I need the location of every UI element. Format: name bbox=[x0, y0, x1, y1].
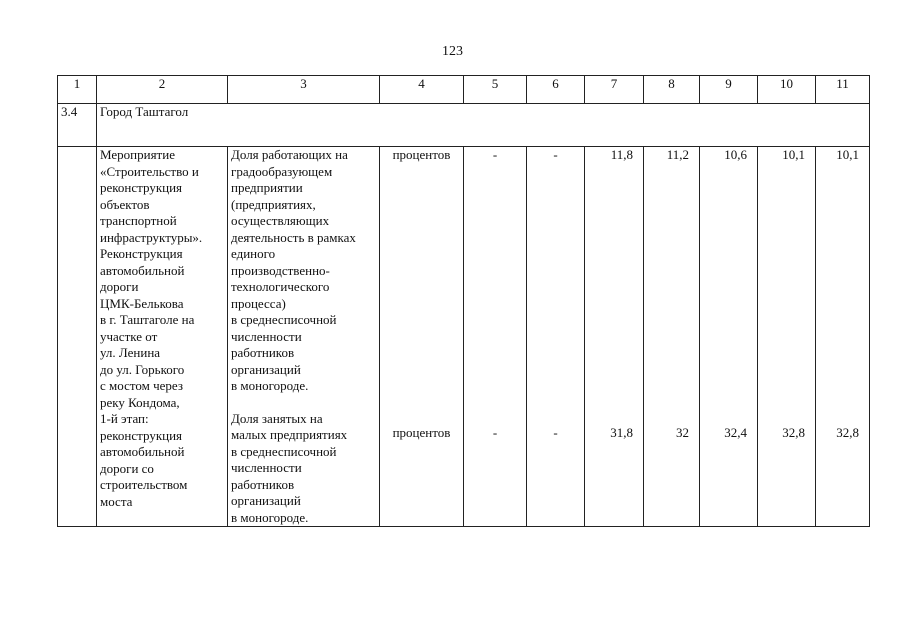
indicator-2-unit: процентов bbox=[392, 424, 451, 440]
section-title: Город Таштагол bbox=[97, 104, 870, 147]
indicator-2-col8: 32 bbox=[676, 424, 689, 440]
indicator-2-col7: 31,8 bbox=[610, 424, 633, 440]
measure-row bbox=[58, 147, 870, 527]
indicator-1-col11: 10,1 bbox=[836, 147, 859, 162]
indicator-1-col9: 10,6 bbox=[724, 147, 747, 162]
header-cell: 5 bbox=[464, 76, 527, 104]
indicator-1-col8: 11,2 bbox=[666, 147, 689, 162]
measure-text: Мероприятие «Строительство и реконструкция объектов транспортной инфраструктуры». Реконструкция автомобильной дороги ЦМК-Белькова в г. Таштаголе на участке от ул. Ленина до ул. Горького с мостом через реку Кондома, 1-й этап: реконструкция автомобильной дороги со строительством моста bbox=[100, 147, 203, 509]
section-number: 3.4 bbox=[58, 104, 97, 147]
header-row bbox=[58, 76, 870, 104]
indicator-2-col5: - bbox=[492, 424, 498, 440]
empty-cell bbox=[58, 147, 97, 527]
indicator-name-cell bbox=[228, 147, 380, 527]
header-cell: 3 bbox=[228, 76, 380, 104]
unit-cell bbox=[380, 147, 464, 527]
header-cell: 8 bbox=[644, 76, 700, 104]
measure-cell bbox=[97, 147, 228, 527]
indicators-table bbox=[57, 75, 870, 527]
col11-cell bbox=[816, 147, 870, 527]
col10-cell bbox=[758, 147, 816, 527]
page-number: 123 bbox=[442, 44, 463, 59]
header-cell: 2 bbox=[97, 76, 228, 104]
indicator-1-col6: - bbox=[553, 147, 558, 162]
col6-cell bbox=[527, 147, 585, 527]
section-row bbox=[58, 104, 870, 147]
indicator-1-name: Доля работающих на градообразующем предприятии (предприятиях, осуществляющих деятельность в рамках единого производственно- технологического процесса) в среднесписочной численности работников организаций в моногороде. bbox=[231, 147, 356, 393]
col8-cell bbox=[644, 147, 700, 527]
indicator-1-col10: 10,1 bbox=[782, 147, 805, 162]
indicator-1-unit: процентов bbox=[392, 147, 451, 162]
indicator-2-name: Доля занятых на малых предприятиях в среднесписочной численности работников организаций в моногороде. bbox=[231, 410, 348, 525]
indicator-1-col7: 11,8 bbox=[610, 147, 633, 162]
indicator-2-col9: 32,4 bbox=[724, 424, 747, 440]
indicator-2-col10: 32,8 bbox=[782, 424, 805, 440]
col7-cell bbox=[585, 147, 644, 527]
indicator-1-col5: - bbox=[492, 147, 498, 162]
header-cell: 9 bbox=[700, 76, 758, 104]
indicator-2-col11: 32,8 bbox=[836, 424, 859, 440]
indicator-2-col6: - bbox=[553, 424, 558, 440]
header-cell: 4 bbox=[380, 76, 464, 104]
header-cell: 10 bbox=[758, 76, 816, 104]
header-cell: 1 bbox=[58, 76, 97, 104]
col5-cell bbox=[464, 147, 527, 527]
header-cell: 7 bbox=[585, 76, 644, 104]
header-cell: 6 bbox=[527, 76, 585, 104]
header-cell: 11 bbox=[816, 76, 870, 104]
col9-cell bbox=[700, 147, 758, 527]
